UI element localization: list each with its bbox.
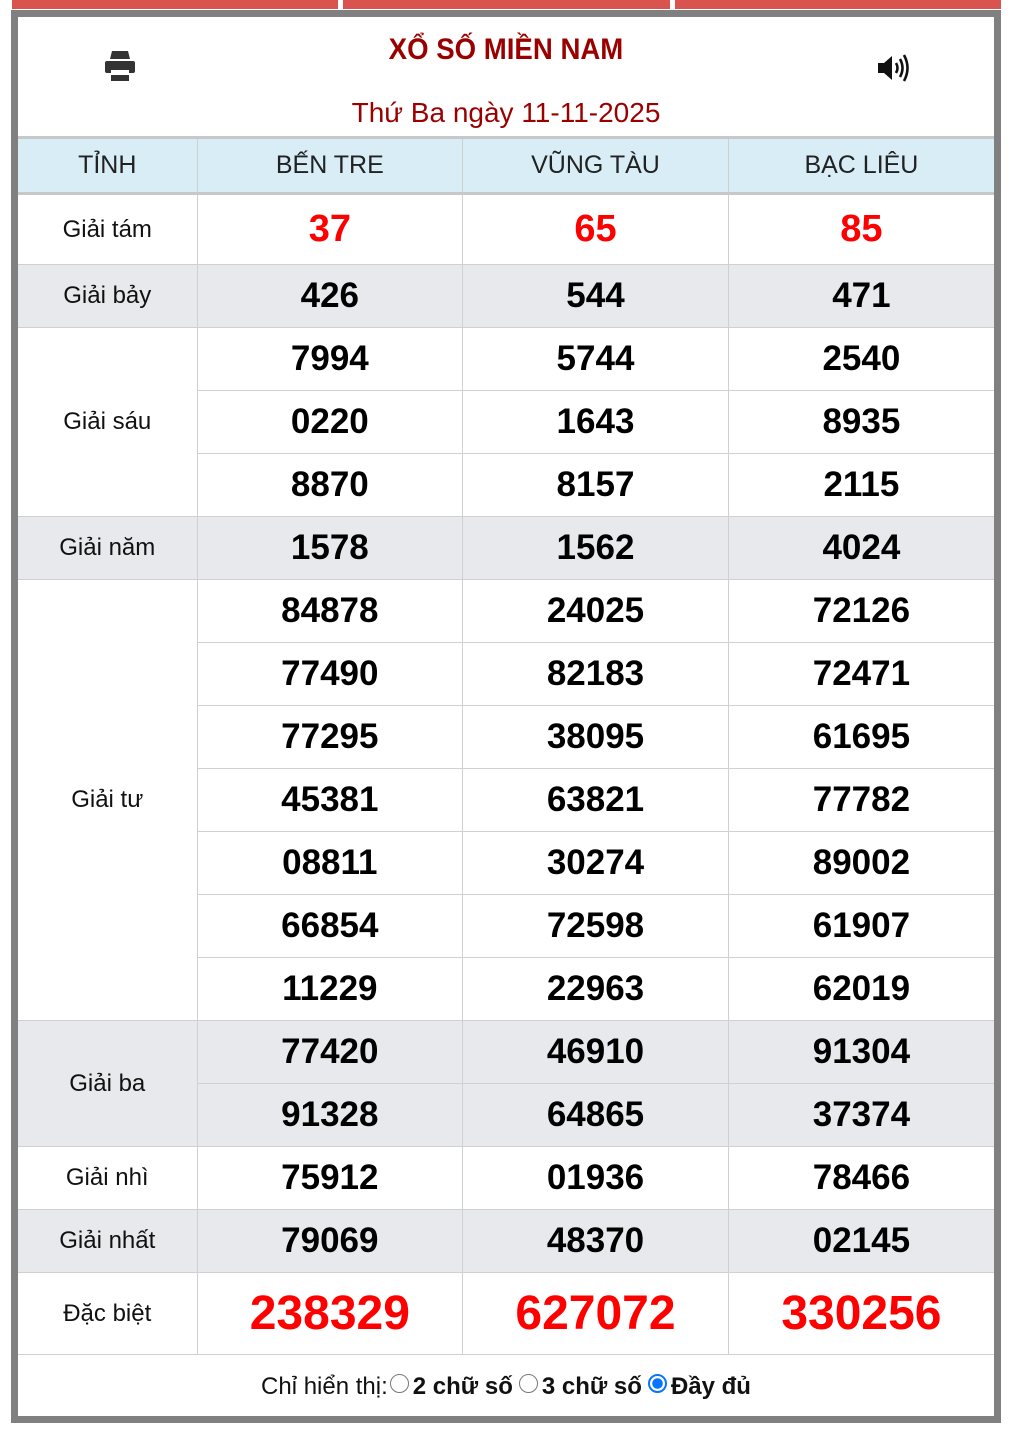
prize-label: Giải tư [18, 580, 197, 1021]
prize-number: 4024 [728, 517, 994, 580]
table-row-giai-nam [18, 517, 994, 580]
table-row-giai-tam [18, 194, 994, 265]
prize-number: 1578 [197, 517, 463, 580]
prize-number: 91328 [197, 1084, 463, 1147]
prize-label: Giải năm [18, 517, 197, 580]
column-header-ben-tre: BẾN TRE [197, 138, 463, 194]
column-header-vung-tau: VŨNG TÀU [463, 138, 729, 194]
prize-number: 77295 [197, 706, 463, 769]
radio-2-digits[interactable] [390, 1374, 409, 1393]
prize-label: Giải nhất [18, 1210, 197, 1273]
prize-number: 8157 [463, 454, 729, 517]
table-row-giai-bay [18, 265, 994, 328]
prize-number: 46910 [463, 1021, 729, 1084]
radio-full[interactable] [648, 1374, 667, 1393]
prize-number: 8870 [197, 454, 463, 517]
option-2-digits[interactable] [388, 1373, 513, 1401]
prize-number: 24025 [463, 580, 729, 643]
prize-number: 84878 [197, 580, 463, 643]
prize-number: 0220 [197, 391, 463, 454]
prize-number: 37 [197, 194, 463, 265]
prize-number: 79069 [197, 1210, 463, 1273]
table-row-giai-nhat [18, 1210, 994, 1273]
prize-label: Giải ba [18, 1021, 197, 1147]
column-header-bac-lieu: BẠC LIÊU [728, 138, 994, 194]
prize-number: 01936 [463, 1147, 729, 1210]
option-label: Đầy đủ [670, 1372, 751, 1400]
tab-3[interactable] [675, 0, 1001, 9]
table-row-giai-ba [18, 1021, 994, 1084]
prize-number: 89002 [728, 832, 994, 895]
prize-number: 7994 [197, 328, 463, 391]
option-3-digits[interactable] [513, 1373, 642, 1401]
tab-2[interactable] [343, 0, 669, 9]
jackpot-number: 330256 [728, 1273, 994, 1355]
prize-number: 5744 [463, 328, 729, 391]
prize-number: 77782 [728, 769, 994, 832]
prize-number: 61695 [728, 706, 994, 769]
prize-label: Giải bảy [18, 265, 197, 328]
prize-label: Giải sáu [18, 328, 197, 517]
prize-number: 2115 [728, 454, 994, 517]
prize-number: 64865 [463, 1084, 729, 1147]
prize-number: 65 [463, 194, 729, 265]
prize-number: 45381 [197, 769, 463, 832]
jackpot-number: 627072 [463, 1273, 729, 1355]
prize-number: 30274 [463, 832, 729, 895]
result-header [18, 17, 994, 136]
prize-number: 1562 [463, 517, 729, 580]
volume-icon[interactable] [876, 53, 910, 83]
prize-number: 91304 [728, 1021, 994, 1084]
prize-number: 72471 [728, 643, 994, 706]
prize-number: 544 [463, 265, 729, 328]
prize-number: 85 [728, 194, 994, 265]
table-row-dac-biet [18, 1273, 994, 1355]
prize-number: 72598 [463, 895, 729, 958]
jackpot-number: 238329 [197, 1273, 463, 1355]
prize-number: 8935 [728, 391, 994, 454]
display-filter-label: Chỉ hiển thị: [261, 1372, 388, 1400]
prize-number: 61907 [728, 895, 994, 958]
table-header-row [18, 138, 994, 194]
prize-number: 82183 [463, 643, 729, 706]
prize-number: 78466 [728, 1147, 994, 1210]
prize-number: 72126 [728, 580, 994, 643]
lottery-result-panel [11, 10, 1001, 1423]
prize-number: 48370 [463, 1210, 729, 1273]
option-label: 3 chữ số [541, 1372, 642, 1400]
prize-number: 66854 [197, 895, 463, 958]
prize-number: 77490 [197, 643, 463, 706]
prize-number: 22963 [463, 958, 729, 1021]
prize-number: 08811 [197, 832, 463, 895]
table-row-giai-nhi [18, 1147, 994, 1210]
prize-number: 37374 [728, 1084, 994, 1147]
prize-number: 1643 [463, 391, 729, 454]
prize-label: Đặc biệt [18, 1273, 197, 1355]
results-table [18, 136, 994, 1355]
prize-number: 63821 [463, 769, 729, 832]
prize-number: 2540 [728, 328, 994, 391]
table-row-giai-tu [18, 580, 994, 643]
table-row-giai-sau [18, 328, 994, 391]
prize-number: 426 [197, 265, 463, 328]
prize-number: 75912 [197, 1147, 463, 1210]
display-filter [18, 1355, 994, 1418]
prize-number: 471 [728, 265, 994, 328]
radio-3-digits[interactable] [519, 1374, 538, 1393]
prize-label: Giải tám [18, 194, 197, 265]
top-tab-bar [12, 0, 1001, 9]
option-full[interactable] [642, 1373, 751, 1401]
prize-label: Giải nhì [18, 1147, 197, 1210]
tab-1[interactable] [12, 0, 338, 9]
prize-number: 11229 [197, 958, 463, 1021]
prize-number: 02145 [728, 1210, 994, 1273]
prize-number: 62019 [728, 958, 994, 1021]
prize-number: 77420 [197, 1021, 463, 1084]
option-label: 2 chữ số [412, 1372, 513, 1400]
page-title: XỔ SỐ MIỀN NAM [388, 33, 624, 66]
column-header-province: TỈNH [18, 138, 197, 194]
draw-date: Thứ Ba ngày 11-11-2025 [351, 97, 661, 128]
prize-number: 38095 [463, 706, 729, 769]
